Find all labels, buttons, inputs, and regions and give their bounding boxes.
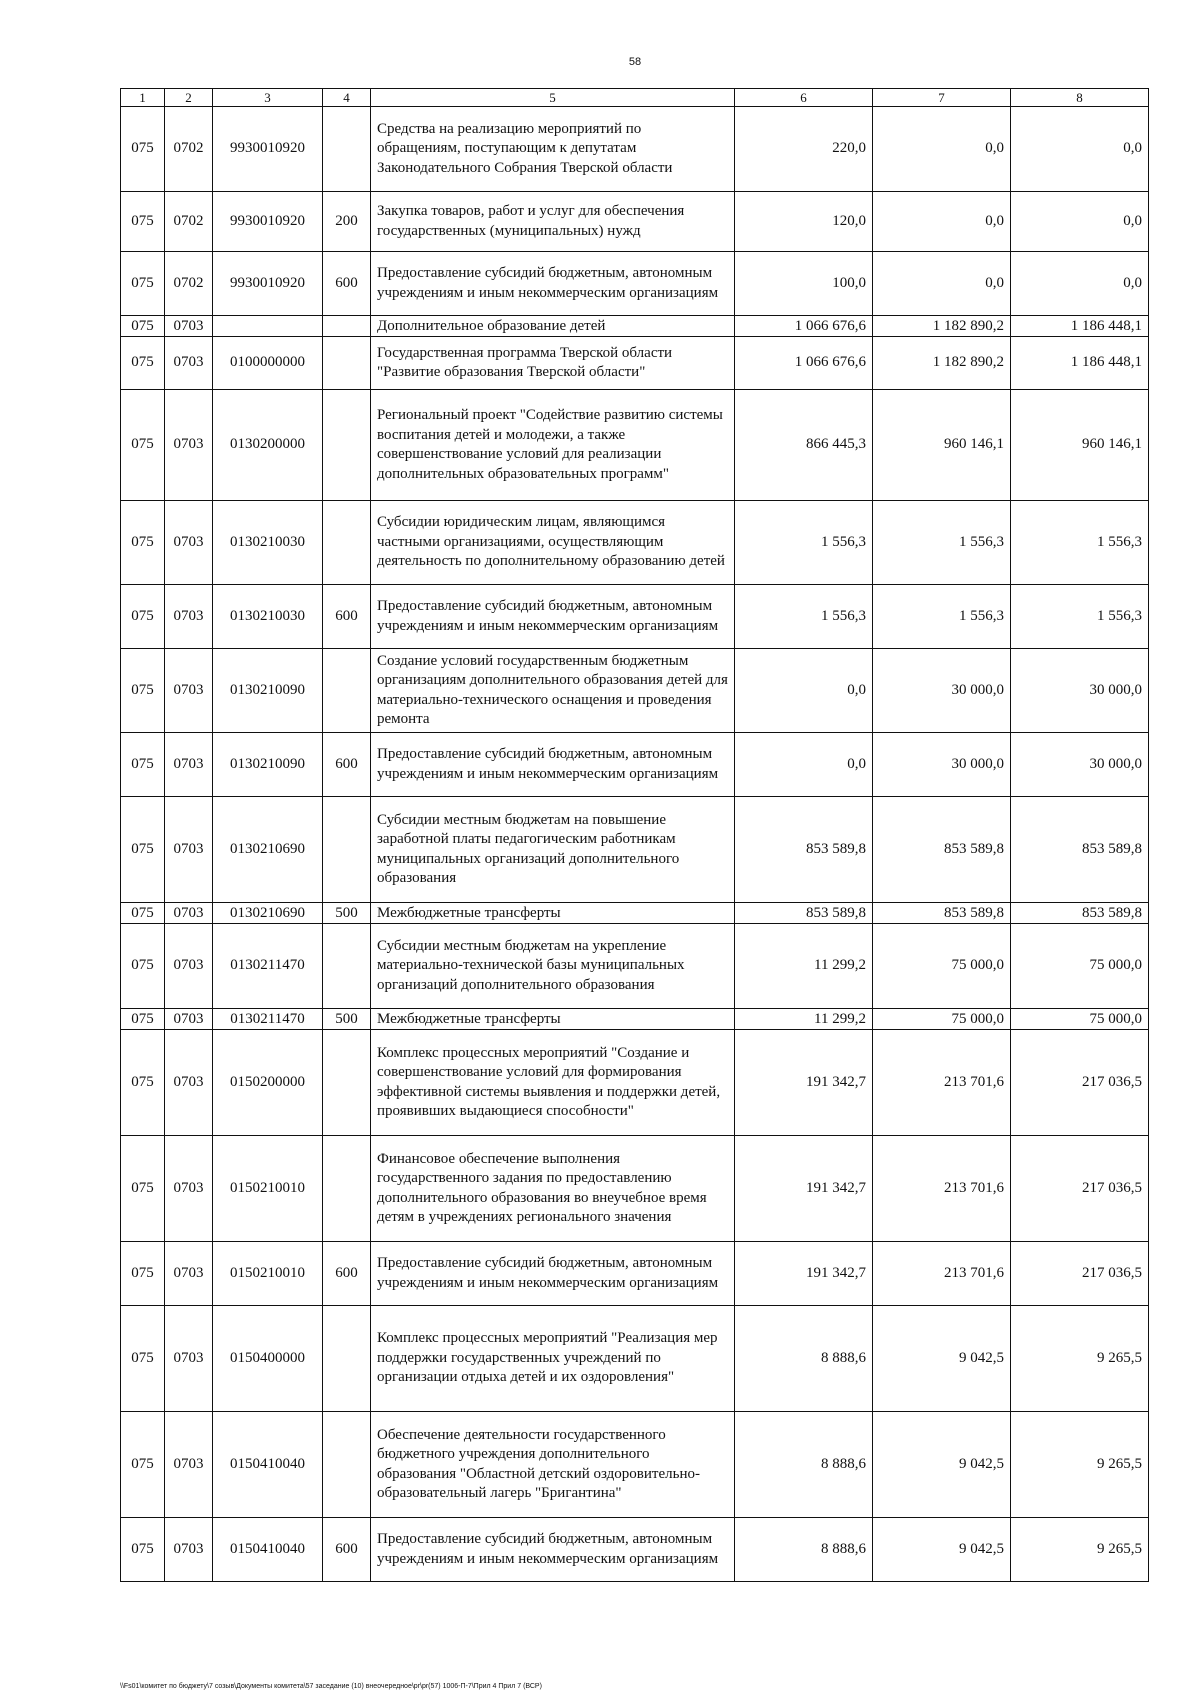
admin-code-cell: 075 <box>121 733 165 797</box>
table-row <box>121 1518 1149 1582</box>
amount-col7-cell: 213 701,6 <box>873 1242 1011 1306</box>
amount-col6-cell: 866 445,3 <box>735 390 873 501</box>
target-article-cell: 0130210030 <box>213 585 323 649</box>
description-cell: Обеспечение деятельности государственного бюджетного учреждения дополнительного образования "Областной детский оздоровительно-образовательный лагерь "Бригантина" <box>371 1412 735 1518</box>
amount-col6-cell: 11 299,2 <box>735 1009 873 1030</box>
amount-col6-cell: 853 589,8 <box>735 903 873 924</box>
expense-type-cell <box>323 649 371 733</box>
admin-code-cell: 075 <box>121 1306 165 1412</box>
admin-code-cell: 075 <box>121 252 165 316</box>
description-cell: Предоставление субсидий бюджетным, автономным учреждениям и иным некоммерческим организациям <box>371 252 735 316</box>
target-article-cell: 0150200000 <box>213 1030 323 1136</box>
amount-col6-cell: 100,0 <box>735 252 873 316</box>
description-cell: Дополнительное образование детей <box>371 316 735 337</box>
admin-code-cell: 075 <box>121 192 165 252</box>
description-cell: Комплекс процессных мероприятий "Создание и совершенствование условий для формирования эффективной системы выявления и поддержки детей, проявивших выдающиеся способности" <box>371 1030 735 1136</box>
expense-type-cell <box>323 1412 371 1518</box>
admin-code-cell: 075 <box>121 649 165 733</box>
admin-code-cell: 075 <box>121 1242 165 1306</box>
amount-col6-cell: 8 888,6 <box>735 1306 873 1412</box>
description-cell: Региональный проект "Содействие развитию системы воспитания детей и молодежи, а также совершенствование условий для реализации дополнительных образовательных программ" <box>371 390 735 501</box>
amount-col6-cell: 1 556,3 <box>735 585 873 649</box>
amount-col7-cell: 9 042,5 <box>873 1518 1011 1582</box>
expense-type-cell: 500 <box>323 1009 371 1030</box>
table-row <box>121 390 1149 501</box>
description-cell: Межбюджетные трансферты <box>371 1009 735 1030</box>
amount-col7-cell: 213 701,6 <box>873 1030 1011 1136</box>
target-article-cell: 0150400000 <box>213 1306 323 1412</box>
column-header: 7 <box>873 89 1011 107</box>
section-code-cell: 0702 <box>165 192 213 252</box>
expense-type-cell <box>323 316 371 337</box>
page-number: 58 <box>628 56 642 68</box>
target-article-cell: 0130211470 <box>213 924 323 1009</box>
target-article-cell: 0150410040 <box>213 1412 323 1518</box>
expense-type-cell: 600 <box>323 1518 371 1582</box>
admin-code-cell: 075 <box>121 316 165 337</box>
description-cell: Межбюджетные трансферты <box>371 903 735 924</box>
table-row <box>121 1306 1149 1412</box>
target-article-cell: 9930010920 <box>213 107 323 192</box>
target-article-cell: 0130210090 <box>213 649 323 733</box>
description-cell: Создание условий государственным бюджетным организациям дополнительного образования детей для материально-технического оснащения и проведения ремонта <box>371 649 735 733</box>
table-row <box>121 903 1149 924</box>
amount-col7-cell: 213 701,6 <box>873 1136 1011 1242</box>
description-cell: Закупка товаров, работ и услуг для обеспечения государственных (муниципальных) нужд <box>371 192 735 252</box>
expense-type-cell: 600 <box>323 733 371 797</box>
amount-col7-cell: 9 042,5 <box>873 1306 1011 1412</box>
target-article-cell: 0100000000 <box>213 337 323 390</box>
amount-col7-cell: 853 589,8 <box>873 903 1011 924</box>
amount-col8-cell: 9 265,5 <box>1011 1306 1149 1412</box>
section-code-cell: 0703 <box>165 1242 213 1306</box>
admin-code-cell: 075 <box>121 1136 165 1242</box>
admin-code-cell: 075 <box>121 501 165 585</box>
amount-col6-cell: 191 342,7 <box>735 1242 873 1306</box>
expense-type-cell <box>323 1136 371 1242</box>
admin-code-cell: 075 <box>121 1030 165 1136</box>
amount-col7-cell: 30 000,0 <box>873 649 1011 733</box>
amount-col8-cell: 217 036,5 <box>1011 1136 1149 1242</box>
amount-col8-cell: 853 589,8 <box>1011 797 1149 903</box>
section-code-cell: 0703 <box>165 1136 213 1242</box>
description-cell: Предоставление субсидий бюджетным, автономным учреждениям и иным некоммерческим организациям <box>371 1518 735 1582</box>
table-body <box>121 107 1149 1582</box>
admin-code-cell: 075 <box>121 1412 165 1518</box>
amount-col6-cell: 120,0 <box>735 192 873 252</box>
admin-code-cell: 075 <box>121 107 165 192</box>
expense-type-cell <box>323 337 371 390</box>
section-code-cell: 0703 <box>165 390 213 501</box>
amount-col8-cell: 1 186 448,1 <box>1011 316 1149 337</box>
column-header: 3 <box>213 89 323 107</box>
amount-col8-cell: 1 556,3 <box>1011 501 1149 585</box>
table-row <box>121 1242 1149 1306</box>
amount-col7-cell: 30 000,0 <box>873 733 1011 797</box>
table-row <box>121 107 1149 192</box>
target-article-cell: 0130210690 <box>213 903 323 924</box>
amount-col8-cell: 0,0 <box>1011 107 1149 192</box>
description-cell: Субсидии юридическим лицам, являющимся частными организациями, осуществляющим деятельность по дополнительному образованию детей <box>371 501 735 585</box>
amount-col8-cell: 30 000,0 <box>1011 733 1149 797</box>
section-code-cell: 0703 <box>165 1009 213 1030</box>
amount-col7-cell: 75 000,0 <box>873 924 1011 1009</box>
table-row <box>121 316 1149 337</box>
table-row <box>121 1009 1149 1030</box>
amount-col7-cell: 1 556,3 <box>873 501 1011 585</box>
amount-col7-cell: 960 146,1 <box>873 390 1011 501</box>
expense-type-cell: 600 <box>323 1242 371 1306</box>
amount-col6-cell: 0,0 <box>735 649 873 733</box>
amount-col6-cell: 8 888,6 <box>735 1518 873 1582</box>
description-cell: Государственная программа Тверской области "Развитие образования Тверской области" <box>371 337 735 390</box>
target-article-cell: 0150410040 <box>213 1518 323 1582</box>
column-header: 5 <box>371 89 735 107</box>
table-row <box>121 733 1149 797</box>
table-row <box>121 649 1149 733</box>
table-row <box>121 501 1149 585</box>
expense-type-cell <box>323 924 371 1009</box>
section-code-cell: 0703 <box>165 924 213 1009</box>
column-header: 8 <box>1011 89 1149 107</box>
amount-col7-cell: 1 556,3 <box>873 585 1011 649</box>
description-cell: Средства на реализацию мероприятий по обращениям, поступающим к депутатам Законодательного Собрания Тверской области <box>371 107 735 192</box>
amount-col6-cell: 191 342,7 <box>735 1136 873 1242</box>
admin-code-cell: 075 <box>121 1009 165 1030</box>
description-cell: Предоставление субсидий бюджетным, автономным учреждениям и иным некоммерческим организациям <box>371 1242 735 1306</box>
budget-table <box>120 88 1149 1582</box>
description-cell: Субсидии местным бюджетам на укрепление материально-технической базы муниципальных организаций дополнительного образования <box>371 924 735 1009</box>
expense-type-cell: 600 <box>323 252 371 316</box>
amount-col7-cell: 0,0 <box>873 107 1011 192</box>
admin-code-cell: 075 <box>121 903 165 924</box>
description-cell: Предоставление субсидий бюджетным, автономным учреждениям и иным некоммерческим организациям <box>371 733 735 797</box>
amount-col8-cell: 217 036,5 <box>1011 1242 1149 1306</box>
table-row <box>121 337 1149 390</box>
amount-col6-cell: 220,0 <box>735 107 873 192</box>
admin-code-cell: 075 <box>121 1518 165 1582</box>
table-row <box>121 1412 1149 1518</box>
section-code-cell: 0703 <box>165 1306 213 1412</box>
expense-type-cell <box>323 501 371 585</box>
file-path-footer: \\Fs01\комитет по бюджету\7 созыв\Документы комитета\57 заседание (10) внеочередное\pr\pr(57) 1006-П-7\Прил 4 Прил 7 (ВСР) <box>120 1683 542 1690</box>
description-cell: Финансовое обеспечение выполнения государственного задания по предоставлению дополнительного образования во внеучебное время детям в учреждениях регионального значения <box>371 1136 735 1242</box>
table-row <box>121 1136 1149 1242</box>
admin-code-cell: 075 <box>121 924 165 1009</box>
section-code-cell: 0703 <box>165 797 213 903</box>
section-code-cell: 0703 <box>165 501 213 585</box>
section-code-cell: 0702 <box>165 252 213 316</box>
column-header: 2 <box>165 89 213 107</box>
amount-col7-cell: 75 000,0 <box>873 1009 1011 1030</box>
target-article-cell: 0130211470 <box>213 1009 323 1030</box>
amount-col8-cell: 75 000,0 <box>1011 1009 1149 1030</box>
expense-type-cell <box>323 1030 371 1136</box>
section-code-cell: 0702 <box>165 107 213 192</box>
target-article-cell <box>213 316 323 337</box>
section-code-cell: 0703 <box>165 337 213 390</box>
amount-col7-cell: 1 182 890,2 <box>873 337 1011 390</box>
amount-col7-cell: 853 589,8 <box>873 797 1011 903</box>
table-row <box>121 797 1149 903</box>
section-code-cell: 0703 <box>165 733 213 797</box>
admin-code-cell: 075 <box>121 585 165 649</box>
section-code-cell: 0703 <box>165 1412 213 1518</box>
header-row <box>121 89 1149 107</box>
amount-col8-cell: 9 265,5 <box>1011 1412 1149 1518</box>
amount-col6-cell: 8 888,6 <box>735 1412 873 1518</box>
amount-col8-cell: 1 186 448,1 <box>1011 337 1149 390</box>
column-header: 6 <box>735 89 873 107</box>
expense-type-cell <box>323 797 371 903</box>
amount-col6-cell: 1 066 676,6 <box>735 316 873 337</box>
amount-col6-cell: 853 589,8 <box>735 797 873 903</box>
section-code-cell: 0703 <box>165 1030 213 1136</box>
amount-col8-cell: 0,0 <box>1011 252 1149 316</box>
amount-col7-cell: 1 182 890,2 <box>873 316 1011 337</box>
expense-type-cell <box>323 1306 371 1412</box>
amount-col8-cell: 960 146,1 <box>1011 390 1149 501</box>
amount-col6-cell: 11 299,2 <box>735 924 873 1009</box>
amount-col8-cell: 853 589,8 <box>1011 903 1149 924</box>
table-row <box>121 192 1149 252</box>
amount-col8-cell: 0,0 <box>1011 192 1149 252</box>
table-row <box>121 924 1149 1009</box>
amount-col6-cell: 0,0 <box>735 733 873 797</box>
expense-type-cell: 600 <box>323 585 371 649</box>
amount-col8-cell: 9 265,5 <box>1011 1518 1149 1582</box>
expense-type-cell <box>323 390 371 501</box>
amount-col6-cell: 1 066 676,6 <box>735 337 873 390</box>
amount-col7-cell: 0,0 <box>873 252 1011 316</box>
admin-code-cell: 075 <box>121 797 165 903</box>
amount-col8-cell: 217 036,5 <box>1011 1030 1149 1136</box>
expense-type-cell: 500 <box>323 903 371 924</box>
amount-col8-cell: 75 000,0 <box>1011 924 1149 1009</box>
target-article-cell: 0150210010 <box>213 1242 323 1306</box>
target-article-cell: 0150210010 <box>213 1136 323 1242</box>
table-row <box>121 1030 1149 1136</box>
section-code-cell: 0703 <box>165 316 213 337</box>
column-header: 4 <box>323 89 371 107</box>
description-cell: Комплекс процессных мероприятий "Реализация мер поддержки государственных учреждений по организации отдыха детей и их оздоровления" <box>371 1306 735 1412</box>
amount-col6-cell: 191 342,7 <box>735 1030 873 1136</box>
target-article-cell: 0130210030 <box>213 501 323 585</box>
section-code-cell: 0703 <box>165 585 213 649</box>
target-article-cell: 0130200000 <box>213 390 323 501</box>
amount-col7-cell: 9 042,5 <box>873 1412 1011 1518</box>
target-article-cell: 9930010920 <box>213 252 323 316</box>
admin-code-cell: 075 <box>121 390 165 501</box>
admin-code-cell: 075 <box>121 337 165 390</box>
table-row <box>121 252 1149 316</box>
target-article-cell: 9930010920 <box>213 192 323 252</box>
description-cell: Субсидии местным бюджетам на повышение заработной платы педагогическим работникам муниципальных организаций дополнительного образования <box>371 797 735 903</box>
target-article-cell: 0130210690 <box>213 797 323 903</box>
amount-col6-cell: 1 556,3 <box>735 501 873 585</box>
target-article-cell: 0130210090 <box>213 733 323 797</box>
amount-col8-cell: 30 000,0 <box>1011 649 1149 733</box>
section-code-cell: 0703 <box>165 903 213 924</box>
expense-type-cell: 200 <box>323 192 371 252</box>
amount-col7-cell: 0,0 <box>873 192 1011 252</box>
expense-type-cell <box>323 107 371 192</box>
section-code-cell: 0703 <box>165 649 213 733</box>
column-header: 1 <box>121 89 165 107</box>
section-code-cell: 0703 <box>165 1518 213 1582</box>
description-cell: Предоставление субсидий бюджетным, автономным учреждениям и иным некоммерческим организациям <box>371 585 735 649</box>
table-row <box>121 585 1149 649</box>
amount-col8-cell: 1 556,3 <box>1011 585 1149 649</box>
